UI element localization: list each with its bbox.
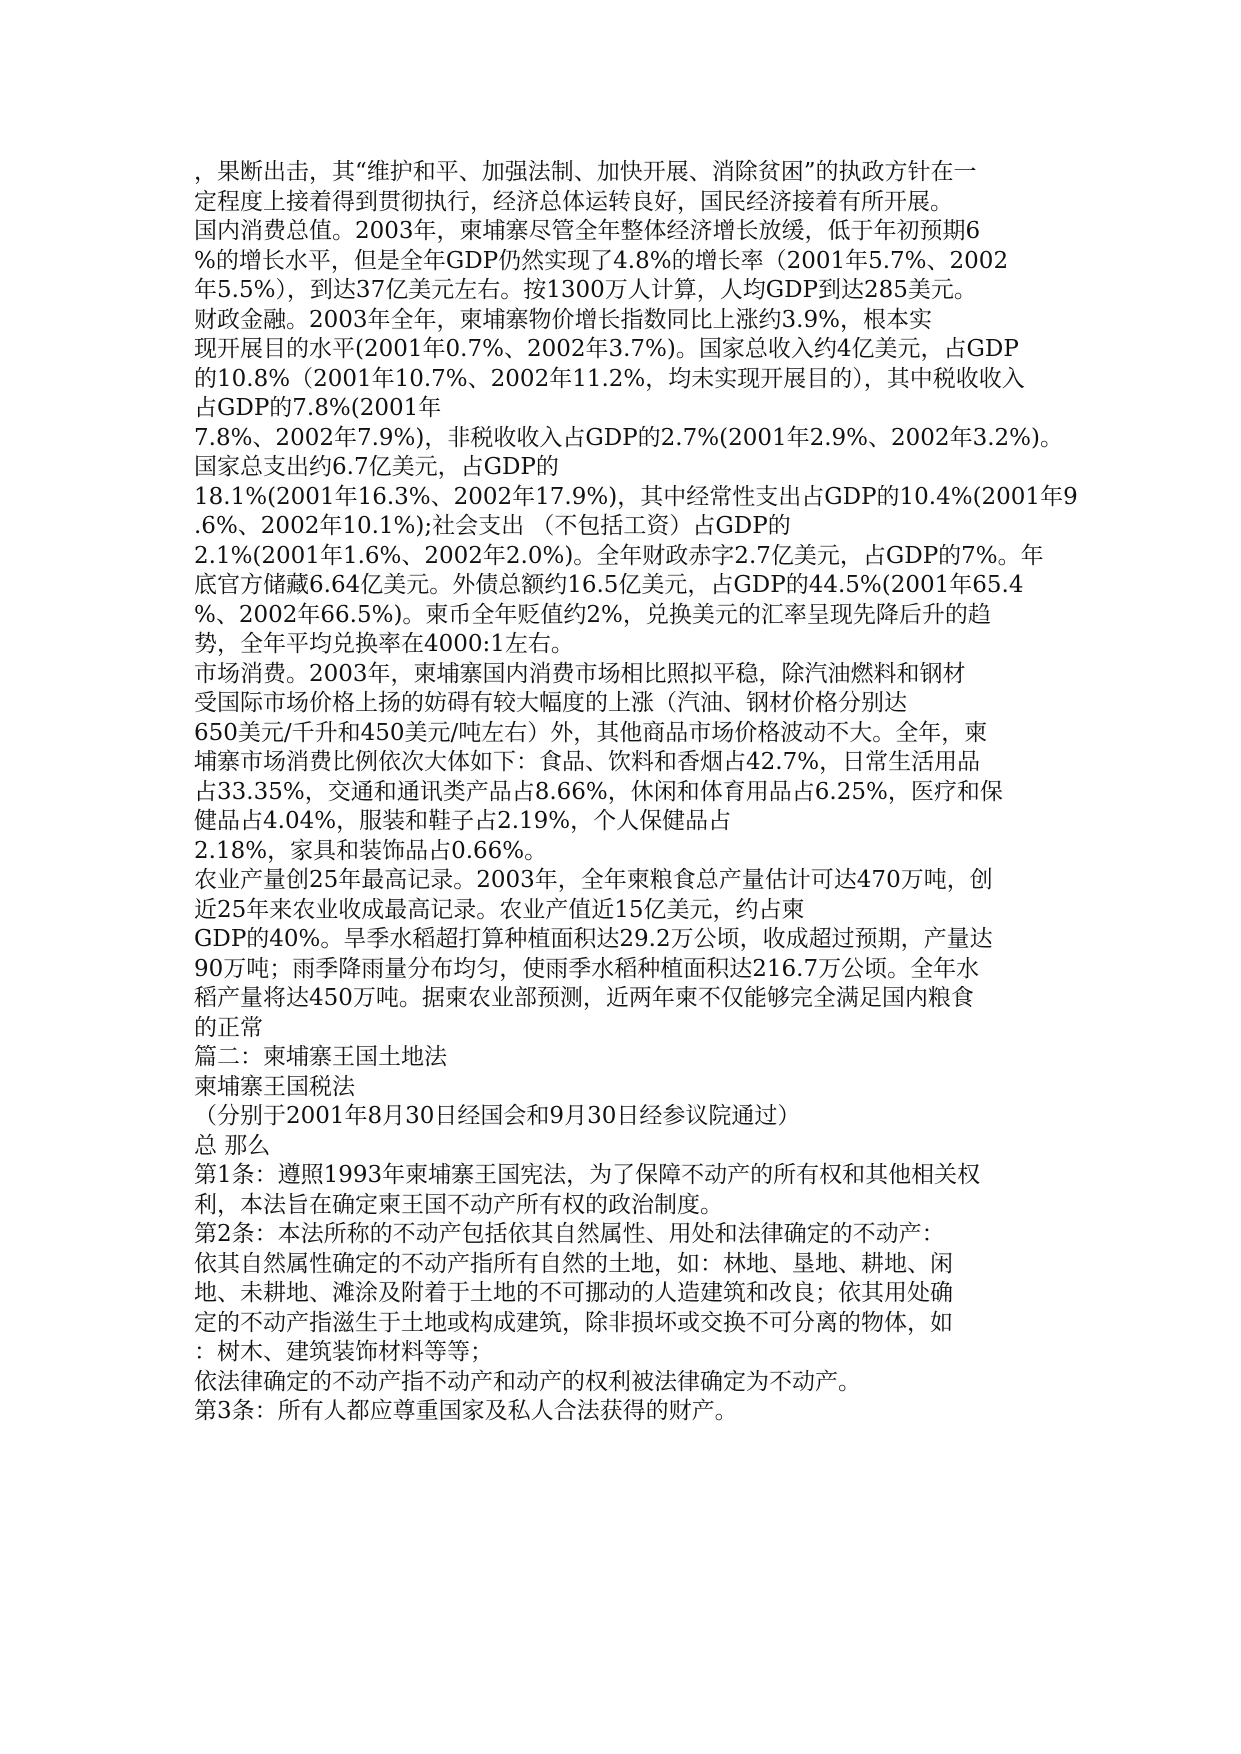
- text-line: 受国际市场价格上扬的妨碍有较大幅度的上涨（汽油、钢材价格分别达: [194, 690, 907, 716]
- text-line: 势，全年平均兑换率在4000:1左右。: [194, 631, 574, 657]
- text-line: 650美元/千升和450美元/吨左右）外，其他商品市场价格波动不大。全年，柬: [194, 719, 988, 746]
- text-line: 年5.5%），到达37亿美元左右。按1300万人计算，人均GDP到达285美元。: [194, 277, 977, 303]
- text-line: .6%、2002年10.1%);社会支出 （不包括工资）占GDP的: [194, 513, 791, 539]
- text-line: 国内消费总值。2003年，柬埔寨尽管全年整体经济增长放缓，低于年初预期6: [194, 218, 981, 244]
- text-line: 2.1%(2001年1.6%、2002年2.0%)。全年财政赤字2.7亿美元，占GDP的7%。年: [194, 542, 1044, 569]
- text-line: 2.18%，家具和装饰品占0.66%。: [194, 837, 548, 864]
- text-line: 的正常: [194, 1014, 263, 1041]
- article-2: 第2条：本法所称的不动产包括依其自然属性、用处和法律确定的不动产：: [194, 1221, 945, 1247]
- text-line: 地、未耕地、滩涂及附着于土地的不可挪动的人造建筑和改良；依其用处确: [194, 1280, 953, 1306]
- article-1: 第1条：遵照1993年柬埔寨王国宪法，为了保障不动产的所有权和其他相关权: [194, 1162, 981, 1188]
- text-line: 18.1%(2001年16.3%、2002年17.9%)，其中经常性支出占GDP的10.4%(2001年9: [194, 483, 1078, 510]
- text-line: 定的不动产指滋生于土地或构成建筑，除非损坏或交换不可分离的物体，如: [194, 1309, 953, 1336]
- section-heading: 篇二：柬埔寨王国土地法: [194, 1044, 447, 1070]
- article-3: 第3条：所有人都应尊重国家及私人合法获得的财产。: [194, 1398, 738, 1424]
- law-title: 柬埔寨王国税法: [194, 1073, 355, 1100]
- text-line: 市场消费。2003年，柬埔寨国内消费市场相比照拟平稳，除汽油燃料和钢材: [194, 660, 966, 687]
- text-line: 占33.35%，交通和通讯类产品占8.66%，休闲和体育用品占6.25%，医疗和保: [194, 778, 1003, 805]
- text-line: 占GDP的7.8%(2001年: [194, 395, 442, 421]
- text-line: 7.8%、2002年7.9%)，非税收收入占GDP的2.7%(2001年2.9%、2002年3.2%)。: [194, 424, 1063, 451]
- text-line: 健品占4.04%，服装和鞋子占2.19%，个人保健品占: [194, 808, 732, 834]
- text-line: %的增长水平，但是全年GDP仍然实现了4.8%的增长率（2001年5.7%、2002: [194, 247, 1009, 274]
- text-line: ，果断出击，其“维护和平、加强法制、加快开展、消除贫困”的执政方针在一: [194, 159, 977, 185]
- text-line: 依法律确定的不动产指不动产和动产的权利被法律确定为不动产。: [194, 1368, 861, 1395]
- law-passage-note: （分别于2001年8月30日经国会和9月30日经参议院通过）: [194, 1103, 801, 1129]
- text-line: 农业产量创25年最高记录。2003年，全年柬粮食总产量估计可达470万吨，创: [194, 867, 993, 893]
- text-line: ：树木、建筑装饰材料等等；: [194, 1339, 493, 1365]
- chapter-heading: 总 那么: [194, 1132, 271, 1159]
- text-line: 依其自然属性确定的不动产指所有自然的土地，如：林地、垦地、耕地、闲: [194, 1250, 953, 1277]
- text-line: GDP的40%。旱季水稻超打算种植面积达29.2万公顷，收成超过预期，产量达: [194, 926, 993, 952]
- text-line: 埔寨市场消费比例依次大体如下：食品、饮料和香烟占42.7%，日常生活用品: [194, 749, 981, 775]
- text-line: %、2002年66.5%)。柬币全年贬值约2%，兑换美元的汇率呈现先降后升的趋: [194, 601, 991, 628]
- text-line: 稻产量将达450万吨。据柬农业部预测，近两年柬不仅能够完全满足国内粮食: [194, 985, 974, 1011]
- text-line: 财政金融。2003年全年，柬埔寨物价增长指数同比上涨约3.9%，根本实: [194, 306, 932, 333]
- text-line: 90万吨；雨季降雨量分布均匀，使雨季水稻种植面积达216.7万公顷。全年水: [194, 955, 980, 982]
- text-line: 的10.8%（2001年10.7%、2002年11.2%，均未实现开展目的），其中税收收入: [194, 365, 1025, 392]
- text-line: 底官方储藏6.64亿美元。外债总额约16.5亿美元，占GDP的44.5%(2001年65.4: [194, 572, 1024, 598]
- text-line: 国家总支出约6.7亿美元，占GDP的: [194, 454, 559, 480]
- text-line: 现开展目的水平(2001年0.7%、2002年3.7%)。国家总收入约4亿美元，占GDP: [194, 336, 1019, 362]
- text-line: 近25年来农业收成最高记录。农业产值近15亿美元，约占柬: [194, 896, 805, 923]
- document-body: [194, 158, 1078, 1427]
- text-line: 定程度上接着得到贯彻执行，经济总体运转良好，国民经济接着有所开展。: [194, 188, 953, 215]
- text-line: 利，本法旨在确定柬王国不动产所有权的政治制度。: [194, 1191, 723, 1218]
